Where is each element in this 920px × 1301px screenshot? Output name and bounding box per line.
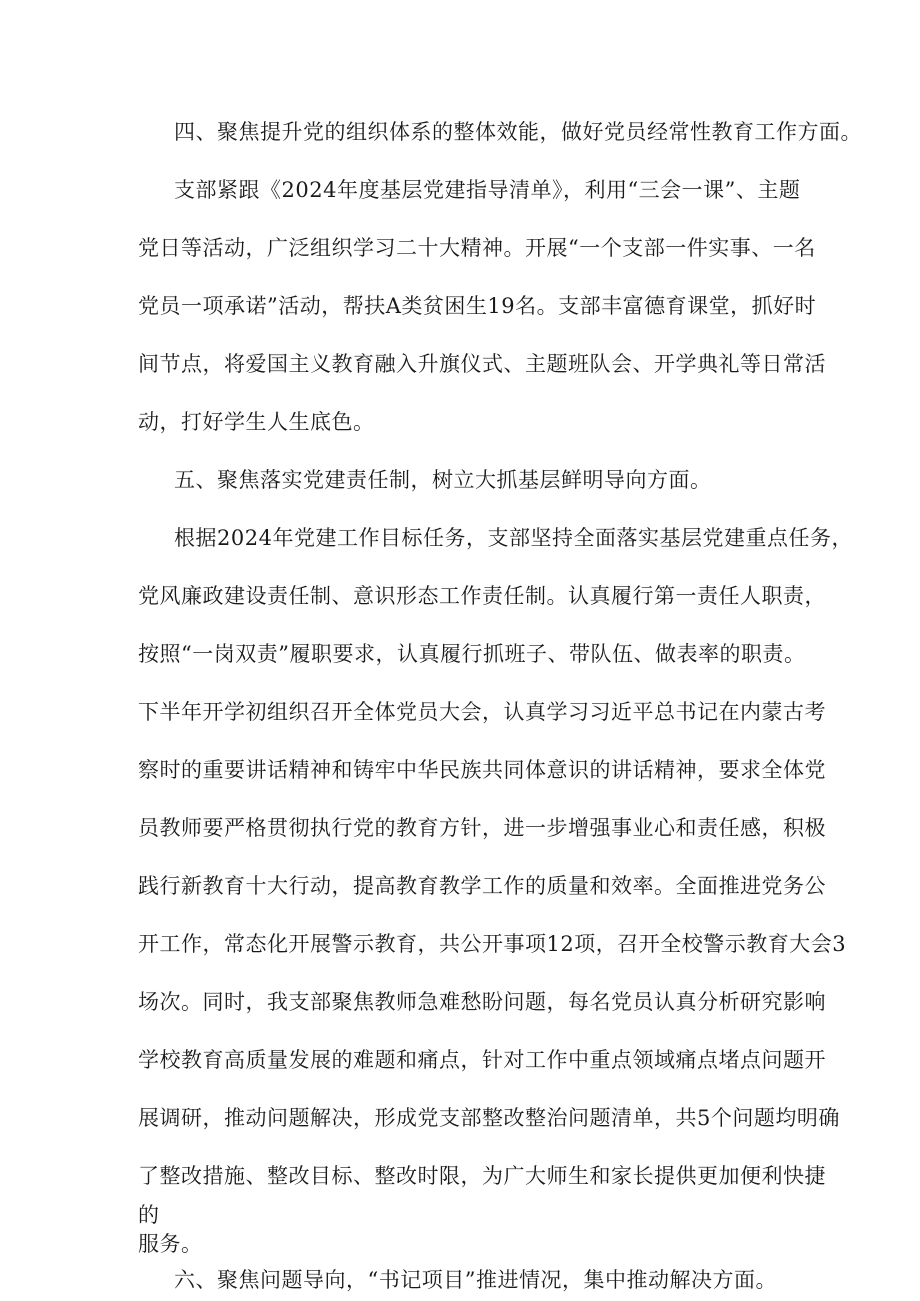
section-six-heading: 六、聚焦问题导向，“书记项目”推进情况，集中推动解决方面。 xyxy=(174,1268,777,1292)
section-five-heading: 五、聚焦落实党建责任制，树立大抓基层鲜明导向方面。 xyxy=(174,468,712,492)
paragraph-line: 员教师要严格贯彻执行党的教育方针，进一步增强事业心和责任感，积极 xyxy=(138,816,826,840)
paragraph-line: 践行新教育十大行动，提高教育教学工作的质量和效率。全面推进党务公 xyxy=(138,874,826,898)
paragraph-line: 服务。 xyxy=(138,1232,203,1256)
paragraph-line: 党日等活动，广泛组织学习二十大精神。开展“一个支部一件实事、一名 xyxy=(138,236,816,260)
paragraph-line: 间节点，将爱国主义教育融入升旗仪式、主题班队会、开学典礼等日常活 xyxy=(138,352,826,376)
section-four-heading: 四、聚焦提升党的组织体系的整体效能，做好党员经常性教育工作方面。 xyxy=(174,120,862,144)
paragraph-line: 展调研，推动问题解决，形成党支部整改整治问题清单，共5个问题均明确 xyxy=(138,1106,840,1130)
paragraph-line: 下半年开学初组织召开全体党员大会，认真学习习近平总书记在内蒙古考 xyxy=(138,700,826,724)
paragraph-line: 的 xyxy=(138,1203,160,1227)
paragraph-line: 开工作，常态化开展警示教育，共公开事项12项，召开全校警示教育大会3 xyxy=(138,932,847,956)
paragraph-line: 动，打好学生人生底色。 xyxy=(138,410,375,434)
paragraph-line: 支部紧跟《2024年度基层党建指导清单》，利用“三会一课”、主题 xyxy=(174,178,801,202)
paragraph-line: 党员一项承诺”活动，帮扶A类贫困生19名。支部丰富德育课堂，抓好时 xyxy=(138,294,817,318)
paragraph-line: 学校教育高质量发展的难题和痛点，针对工作中重点领域痛点堵点问题开 xyxy=(138,1048,826,1072)
paragraph-line: 了整改措施、整改目标、整改时限，为广大师生和家长提供更加便利快捷 xyxy=(138,1164,826,1188)
paragraph-line: 场次。同时，我支部聚焦教师急难愁盼问题，每名党员认真分析研究影响 xyxy=(138,990,826,1014)
paragraph-line: 根据2024年党建工作目标任务，支部坚持全面落实基层党建重点任务， xyxy=(174,526,853,550)
paragraph-line: 党风廉政建设责任制、意识形态工作责任制。认真履行第一责任人职责， xyxy=(138,584,826,608)
paragraph-line: 察时的重要讲话精神和铸牢中华民族共同体意识的讲话精神，要求全体党 xyxy=(138,758,826,782)
paragraph-line: 按照“一岗双责”履职要求，认真履行抓班子、带队伍、做表率的职责。 xyxy=(138,642,806,666)
